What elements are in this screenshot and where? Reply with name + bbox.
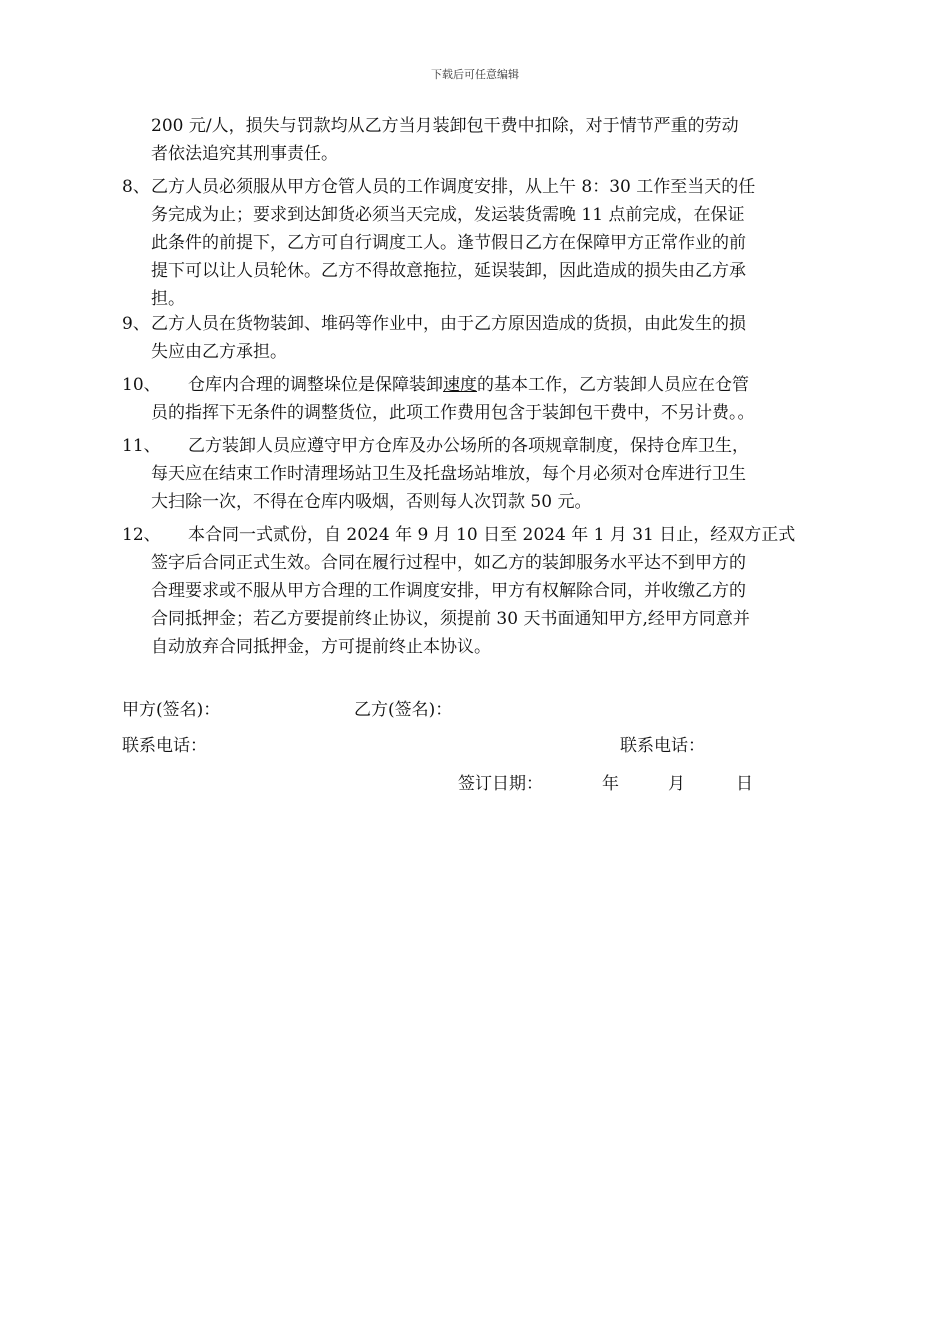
paragraph-line: 本合同一式贰份，自 2024 年 9 月 10 日至 2024 年 1 月 31 日止，经双方正式	[188, 525, 796, 545]
clause-number: 9、	[122, 314, 150, 334]
paragraph-line: 务完成为止；要求到达卸货必须当天完成，发运装货需晚 11 点前完成，在保证	[151, 205, 745, 225]
paragraph-line: 员的指挥下无条件的调整货位，此项工作费用包含于装卸包干费中，不另计费。。	[151, 403, 755, 423]
paragraph-text: 仓库内合理的调整垛位是保障装卸	[188, 375, 443, 395]
paragraph-line: 大扫除一次，不得在仓库内吸烟，否则每人次罚款 50 元。	[151, 492, 592, 512]
clause-number: 8、	[122, 177, 150, 197]
date-year-label: 年	[602, 774, 619, 794]
clause-11	[122, 432, 842, 516]
sign-date-label: 签订日期：	[458, 774, 543, 794]
paragraph-line: 乙方人员必须服从甲方仓管人员的工作调度安排，从上午 8：30 工作至当天的任	[151, 177, 756, 197]
clause-12	[122, 521, 842, 661]
clause-number: 10、	[122, 375, 161, 395]
paragraph-line: 合理要求或不服从甲方合理的工作调度安排，甲方有权解除合同，并收缴乙方的	[151, 581, 746, 601]
date-month-label: 月	[668, 774, 685, 794]
clause-10	[122, 371, 842, 427]
continuation-paragraph	[122, 112, 842, 168]
underlined-text: 速度	[443, 375, 477, 395]
paragraph-line: 每天应在结束工作时清理场站卫生及托盘场站堆放，每个月必须对仓库进行卫生	[151, 464, 746, 484]
page-header: 下载后可任意编辑	[431, 68, 519, 81]
paragraph-line: 乙方人员在货物装卸、堆码等作业中，由于乙方原因造成的货损，由此发生的损	[151, 314, 746, 334]
clause-number: 11、	[122, 436, 161, 456]
paragraph-line: 合同抵押金；若乙方要提前终止协议，须提前 30 天书面通知甲方,经甲方同意并	[151, 609, 750, 629]
paragraph-line: 自动放弃合同抵押金，方可提前终止本协议。	[151, 637, 491, 657]
clause-number: 12、	[122, 525, 161, 545]
party-a-phone-label: 联系电话：	[122, 736, 207, 756]
party-a-signature-label: 甲方(签名)：	[122, 700, 221, 720]
date-day-label: 日	[736, 774, 753, 794]
clause-8	[122, 173, 842, 313]
paragraph-line: 失应由乙方承担。	[151, 342, 287, 362]
paragraph-line: 此条件的前提下，乙方可自行调度工人。逢节假日乙方在保障甲方正常作业的前	[151, 233, 746, 253]
paragraph-line: 提下可以让人员轮休。乙方不得故意拖拉，延误装卸，因此造成的损失由乙方承	[151, 261, 746, 281]
paragraph-line: 者依法追究其刑事责任。	[151, 144, 338, 164]
paragraph-line: 签字后合同正式生效。合同在履行过程中，如乙方的装卸服务水平达不到甲方的	[151, 553, 746, 573]
party-b-signature-label: 乙方(签名)：	[354, 700, 453, 720]
clause-9	[122, 310, 842, 366]
paragraph-line: 乙方装卸人员应遵守甲方仓库及办公场所的各项规章制度，保持仓库卫生，	[188, 436, 749, 456]
paragraph-line: 200 元/人，损失与罚款均从乙方当月装卸包干费中扣除，对于情节严重的劳动	[151, 116, 739, 136]
paragraph-line: 担。	[151, 289, 185, 309]
paragraph-text: 的基本工作，乙方装卸人员应在仓管	[477, 375, 749, 395]
party-b-phone-label: 联系电话：	[620, 736, 705, 756]
